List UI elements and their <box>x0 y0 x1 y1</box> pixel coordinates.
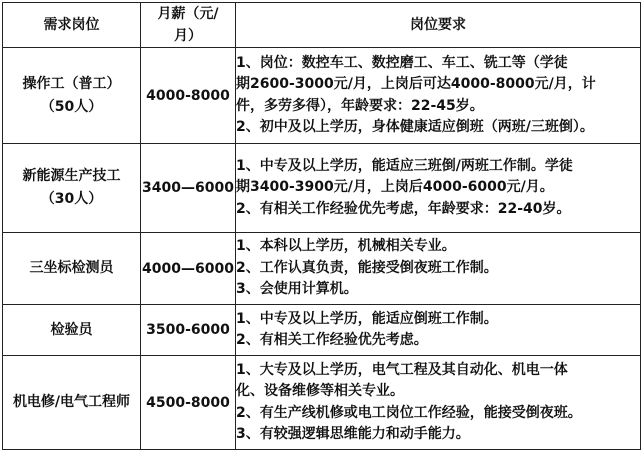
requirement-line: 件，多劳多得），年龄要求：22-45岁。 <box>236 97 484 114</box>
requirement-line: 2、工作认真负责，能接受倒夜班工作制。 <box>236 259 498 276</box>
table-row <box>3 305 641 356</box>
header-requirements: 岗位要求 <box>236 3 641 48</box>
table-row <box>3 233 641 305</box>
table-row <box>3 144 641 233</box>
job-requirements-table <box>2 2 641 450</box>
table-header-row <box>3 3 641 48</box>
position-line: 检验员 <box>50 321 93 338</box>
salary-cell: 3400—6000 <box>141 144 236 233</box>
requirement-line: 1、本科以上学历，机械相关专业。 <box>236 238 456 255</box>
salary-cell: 4000—6000 <box>141 233 236 305</box>
requirements-cell <box>236 233 641 305</box>
requirement-line: 化、设备维修等相关专业。 <box>236 383 404 399</box>
position-line: 机电修/电气工程师 <box>12 394 131 410</box>
position-cell <box>3 233 141 305</box>
position-line: 三坐标检测员 <box>29 260 114 276</box>
requirement-line: 1、中专及以上学历，能适应三班倒/两班工作制。学徒 <box>236 157 573 174</box>
position-cell <box>3 356 141 450</box>
header-position: 需求岗位 <box>3 3 141 48</box>
requirements-cell <box>236 144 641 233</box>
requirement-line: 期3400-3900元/月，上岗后4000-6000元/月。 <box>236 179 554 196</box>
requirement-line: 1、岗位：数控车工、数控磨工、车工、铣工等（学徒 <box>236 54 568 71</box>
requirement-line: 1、大专及以上学历，电气工程及其自动化、机电一体 <box>236 361 568 378</box>
header-salary-line-1: 月薪（元/ <box>157 6 219 22</box>
position-line: （50人） <box>40 98 103 115</box>
position-cell <box>3 305 141 356</box>
salary-cell: 4000-8000 <box>141 48 236 144</box>
requirement-line: 3、有较强逻辑思维能力和动手能力。 <box>236 426 470 442</box>
requirement-line: 3、会使用计算机。 <box>236 281 358 298</box>
header-salary-line-2: 月） <box>174 28 202 44</box>
requirements-cell <box>236 305 641 356</box>
requirement-line: 1、中专及以上学历，能适应倒班工作制。 <box>236 310 498 327</box>
table-row <box>3 48 641 144</box>
position-line: 操作工（普工） <box>22 75 121 92</box>
position-line: 新能源生产技工 <box>22 168 121 184</box>
header-salary <box>141 3 236 48</box>
requirement-line: 2、有相关工作经验优先考虑，年龄要求：22-40岁。 <box>236 200 571 217</box>
salary-cell: 4500-8000 <box>141 356 236 450</box>
position-cell <box>3 144 141 233</box>
requirement-line: 2、有生产线机修或电工岗位工作经验，能接受倒夜班。 <box>236 404 582 421</box>
position-line: （30人） <box>40 191 103 207</box>
position-cell <box>3 48 141 144</box>
table-row <box>3 356 641 450</box>
requirement-line: 2、初中及以上学历，身体健康适应倒班（两班/三班倒）。 <box>236 119 594 135</box>
requirement-line: 2、有相关工作经验优先考虑。 <box>236 332 428 348</box>
requirements-cell <box>236 356 641 450</box>
requirement-line: 期2600-3000元/月，上岗后可达4000-8000元/月，计 <box>236 76 596 92</box>
requirements-cell <box>236 48 641 144</box>
salary-cell: 3500-6000 <box>141 305 236 356</box>
